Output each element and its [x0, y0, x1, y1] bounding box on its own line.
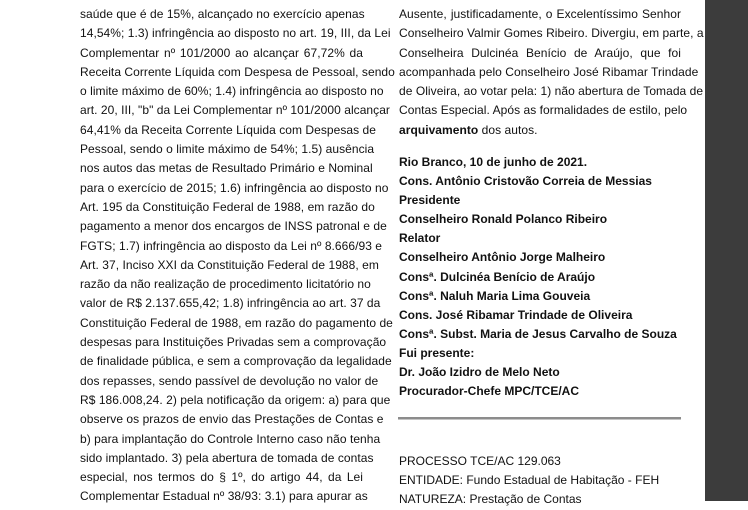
text-line: R$ 186.008,24. 2) pela notificação da origem: a) para que [80, 392, 391, 407]
text-line: Ausente, justificadamente, o Excelentíssimo Senhor [399, 7, 681, 21]
process-nature: NATUREZA: Prestação de Contas [399, 492, 582, 507]
text-line: FGTS; 1.7) infringência ao disposto da Lei nº 8.666/93 e [80, 238, 383, 253]
text-line: Complementar Estadual nº 38/93: 3.1) para apurar as [80, 489, 368, 504]
text-line: Conselheira Dulcinéa Benício de Araújo, que foi [399, 45, 681, 60]
text-line: dos repasses, sendo passível de devolução no valor de [80, 373, 379, 388]
text-line: saúde que é de 15%, alcançado no exercício apenas [80, 7, 365, 21]
text-line: b) para implantação do Controle Interno caso não tenha [80, 431, 381, 446]
signatory-role: Procurador-Chefe MPC/TCE/AC [399, 384, 580, 399]
text-line: pagamento a menor dos encargos de INSS patronal e de [80, 219, 387, 234]
signatory-name: Consª. Naluh Maria Lima Gouveia [399, 288, 591, 303]
text-line-final [399, 121, 681, 140]
text-line: Art. 195 da Constituição Federal de 1988, em razão do [80, 199, 375, 214]
vote-paragraph [399, 5, 704, 140]
text-line: de Oliveira, ao votar pela: 1) não abertura de Tomada de [399, 84, 704, 99]
signature-block [399, 153, 699, 401]
text-line: para o exercício de 2015; 1.6) infringência ao disposto no [80, 180, 389, 195]
section-divider [398, 417, 681, 420]
presence-label: Fui presente: [399, 345, 475, 360]
text-line: art. 20, III, "b" da Lei Complementar nº 101/2000 alcançar [80, 103, 390, 118]
date-place: Rio Branco, 10 de junho de 2021. [399, 155, 588, 169]
text-line: 64,41% da Receita Corrente Líquida com Despesas de [80, 122, 377, 137]
text-line: razão da não realização de procedimento licitatório no [80, 277, 371, 292]
text-line: Complementar nº 101/2000 ao alcançar 67,72% da [80, 45, 363, 60]
signatory-name: Consª. Subst. Maria de Jesus Carvalho de Souza [399, 326, 677, 341]
text-line: Art. 37, Inciso XXI da Constituição Federal de 1988, em [80, 257, 379, 272]
process-entity: ENTIDADE: Fundo Estadual de Habitação - FEH [399, 473, 660, 488]
signatory-name: Conselheiro Antônio Jorge Malheiro [399, 250, 606, 265]
viewer-background [705, 0, 748, 501]
signatory-name: Consª. Dulcinéa Benício de Araújo [399, 269, 596, 284]
signatory-role: Relator [399, 231, 441, 246]
text-line: Pessoal, sendo o limite máximo de 54%; 1.5) ausência [80, 142, 375, 157]
decision-paragraph [80, 5, 395, 507]
text-line: especial, nos termos do § 1º, do artigo 44, da Lei [80, 470, 363, 485]
process-number: PROCESSO TCE/AC 129.063 [399, 454, 561, 468]
signatory-name: Dr. João Izidro de Melo Neto [399, 365, 560, 380]
text-line: sido implantado. 3) pela abertura de tomada de contas [80, 450, 374, 465]
text-line: acompanhada pelo Conselheiro José Ribamar Trindade [399, 64, 699, 79]
right-column [399, 5, 704, 140]
bold-text: arquivamento [399, 122, 479, 137]
text-fragment: dos autos. [478, 122, 538, 137]
text-line: Receita Corrente Líquida com Despesa de Pessoal, sendo [80, 64, 395, 79]
text-line: o limite máximo de 60%; 1.4) infringência ao disposto no [80, 84, 384, 99]
left-column [80, 5, 395, 507]
text-line: de finalidade pública, e sem a comprovação da legalidade [80, 354, 392, 369]
text-line: despesas para Instituições Privadas sem a comprovação [80, 335, 387, 350]
text-line: Contas Especial. Após as formalidades de estilo, pelo [399, 103, 688, 118]
text-line: Constituição Federal de 1988, em razão do pagamento de [80, 315, 393, 330]
text-line: nos autos das metas de Resultado Primário e Nominal [80, 161, 373, 176]
signatory-name: Cons. José Ribamar Trindade de Oliveira [399, 307, 633, 322]
text-line: valor de R$ 2.137.655,42; 1.8) infringência ao art. 37 da [80, 296, 381, 311]
signatory-name: Conselheiro Ronald Polanco Ribeiro [399, 212, 608, 227]
signatory-name: Cons. Antônio Cristovão Correia de Messias [399, 174, 652, 189]
text-line: 14,54%; 1.3) infringência ao disposto no art. 19, III, da Lei [80, 26, 391, 41]
text-line: observe os prazos de envio das Prestações de Contas e [80, 412, 384, 427]
signatory-role: Presidente [399, 193, 461, 208]
text-line: Conselheiro Valmir Gomes Ribeiro. Divergiu, em parte, a [399, 26, 704, 41]
